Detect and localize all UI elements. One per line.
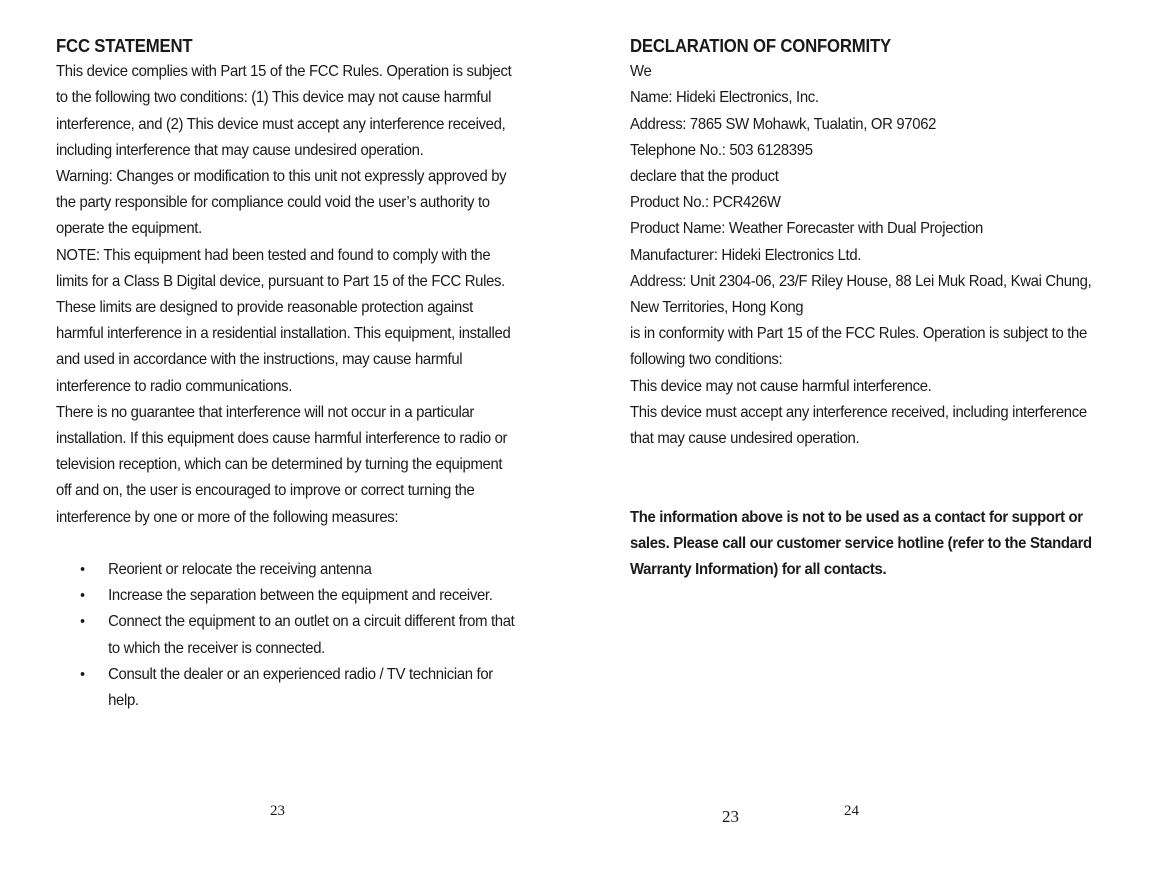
declaration-line-name: Name: Hideki Electronics, Inc. <box>630 89 819 107</box>
bullet-icon: • <box>80 561 85 579</box>
right-page <box>577 0 1155 892</box>
declaration-line-declare: declare that the product <box>630 168 779 186</box>
fcc-note-paragraph: NOTE: This equipment had been tested and found to comply with the limits for a Class B Digital device, pursuant to Part 15 of the FCC Rules. These limits are designed to provide reasonable protection against harmful interference in a residential installation. This equipment, installed and used in accordance with the instructions, may cause harmful interference to radio communications. <box>56 246 511 395</box>
page-number: 24 <box>844 803 859 819</box>
bullet-icon: • <box>80 613 85 631</box>
spacer <box>630 452 1102 504</box>
bullet-icon: • <box>80 587 85 605</box>
declaration-line-we: We <box>630 63 652 81</box>
declaration-column <box>630 33 1102 583</box>
fcc-warning-paragraph: Warning: Changes or modification to this unit not expressly approved by the party responsible for compliance could void the user’s authority to operate the equipment. <box>56 168 507 238</box>
measure-text: Reorient or relocate the receiving antenna <box>108 561 372 579</box>
declaration-line-address: Address: 7865 SW Mohawk, Tualatin, OR 97062 <box>630 115 937 133</box>
list-item <box>56 609 521 661</box>
support-contact-note: The information above is not to be used as a contact for support or sales. Please call our customer service hotline (refer to the Standard Warranty Information) for all contacts. <box>630 508 1092 579</box>
bullet-icon: • <box>80 665 85 683</box>
list-item <box>56 583 521 609</box>
list-item <box>56 662 521 714</box>
declaration-line-condition-1: This device may not cause harmful interference. <box>630 377 932 395</box>
measures-list <box>56 557 521 714</box>
declaration-heading: DECLARATION OF CONFORMITY <box>630 36 892 56</box>
declaration-line-manufacturer: Manufacturer: Hideki Electronics Ltd. <box>630 246 862 264</box>
fcc-compliance-paragraph: This device complies with Part 15 of the FCC Rules. Operation is subject to the following two conditions: (1) This device may not cause harmful interference, and (2) This device must accept any interference received, including interference that may cause undesired operation. <box>56 63 512 159</box>
page-number: 23 <box>270 803 285 819</box>
list-item <box>56 557 521 583</box>
declaration-line-condition-2: This device must accept any interference received, including interference that may cause undesired operation. <box>630 403 1087 448</box>
fcc-guarantee-paragraph: There is no guarantee that interference will not occur in a particular installation. If this equipment does cause harmful interference to radio or television reception, which can be determined by turning the equipment off and on, the user is encouraged to improve or correct turning the interference by one or more of the following measures: <box>56 403 508 526</box>
declaration-line-product-no: Product No.: PCR426W <box>630 194 781 212</box>
declaration-line-manufacturer-address: Address: Unit 2304-06, 23/F Riley House, 88 Lei Muk Road, Kwai Chung, New Territories, Hong Kong <box>630 272 1092 317</box>
spacer <box>56 531 521 557</box>
left-page <box>0 0 577 892</box>
fcc-statement-heading: FCC STATEMENT <box>56 36 193 56</box>
measure-text: Increase the separation between the equipment and receiver. <box>108 587 493 605</box>
measure-text: Connect the equipment to an outlet on a circuit different from that to which the receiver is connected. <box>108 613 515 657</box>
declaration-line-telephone: Telephone No.: 503 6128395 <box>630 141 813 159</box>
declaration-line-conformity: is in conformity with Part 15 of the FCC Rules. Operation is subject to the following two conditions: <box>630 325 1087 369</box>
declaration-line-product-name: Product Name: Weather Forecaster with Dual Projection <box>630 220 983 238</box>
extra-page-number: 23 <box>722 807 739 826</box>
measure-text: Consult the dealer or an experienced radio / TV technician for help. <box>108 665 493 710</box>
fcc-statement-column <box>56 33 521 714</box>
